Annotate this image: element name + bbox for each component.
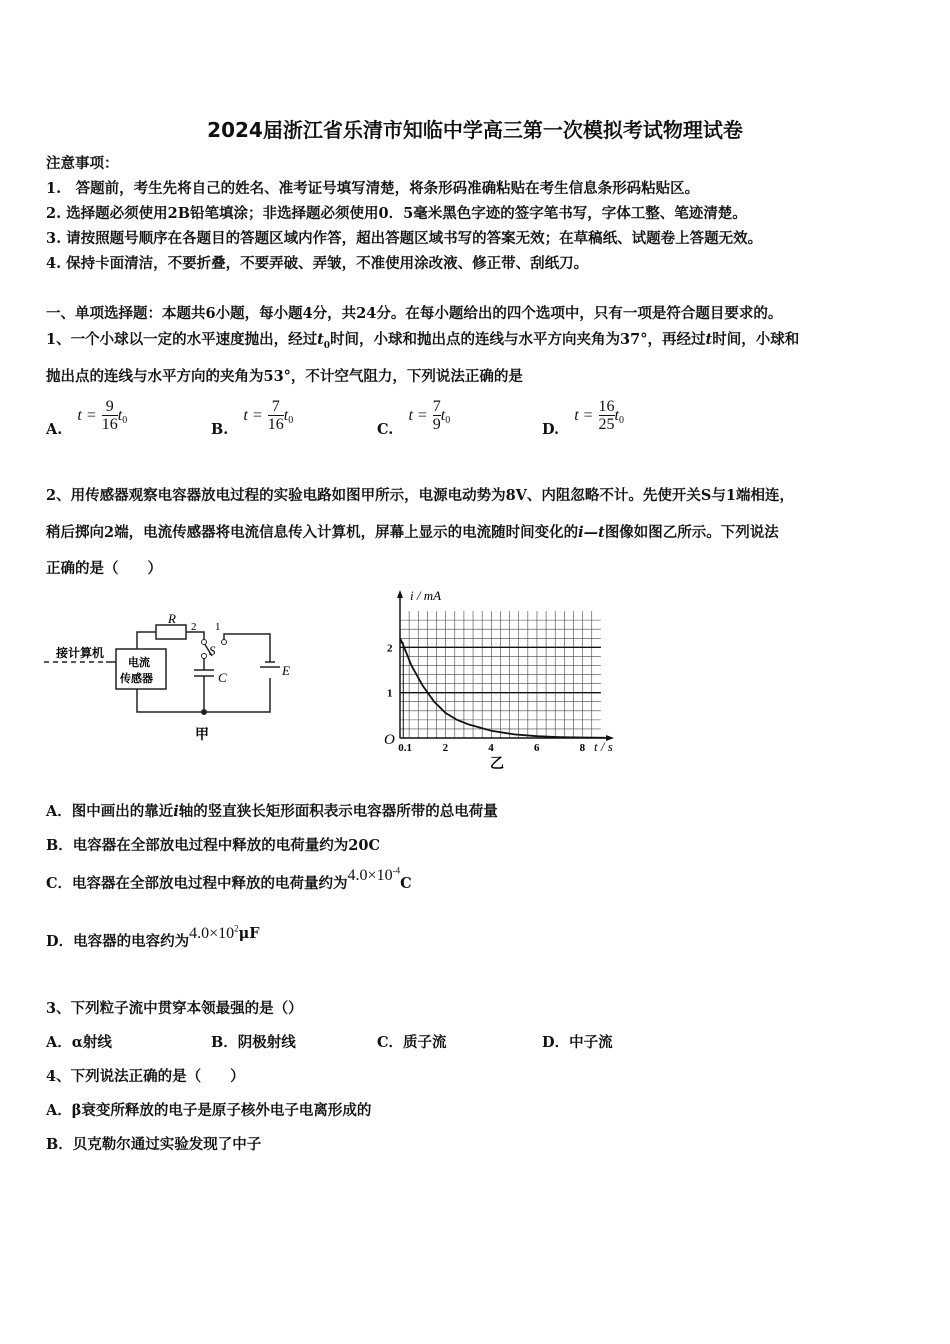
notice-item: 1. 答题前，考生先将自己的姓名、准考证号填写清楚，将条形码准确粘贴在考生信息条形码粘贴区。 [46, 180, 700, 197]
y-tick-label: 2 [387, 642, 393, 655]
notice-item: 2. 选择题必须使用2B铅笔填涂；非选择题必须使用0．5毫米黑色字迹的签字笔书写，字体工整、笔迹清楚。 [46, 205, 747, 222]
q1-stem-line1: 1、一个小球以一定的水平速度抛出，经过$t_0$时间，小球和抛出点的连线与水平方向夹角为37°，再经过t时间，小球和 [46, 331, 800, 351]
emf-label: E [282, 663, 290, 678]
q1-option-d[interactable]: D. t = $\frac{16}{25}$ $t_0$ [542, 398, 624, 438]
y-tick-label: 1 [387, 687, 393, 700]
x-tick-label: 6 [533, 742, 540, 754]
x-tick-label: 8 [579, 742, 586, 754]
x-tick-label: 0.1 [398, 742, 413, 754]
y-axis-label: i / mA [410, 588, 442, 603]
q3-option-a[interactable]: A．α射线 [46, 1034, 112, 1051]
y-axis-arrow [397, 590, 403, 598]
q1-option-c[interactable]: C. t = $\frac{7}{9}$ $t_0$ [377, 398, 451, 438]
q1-option-a[interactable]: A. t = $\frac{9}{16}$ $t_0$ [46, 398, 128, 438]
page-title: 2024届浙江省乐清市知临中学高三第一次模拟考试物理试卷 [207, 118, 743, 142]
section-heading: 一、单项选择题：本题共6小题，每小题4分，共24分。在每小题给出的四个选项中，只有一项是符合题目要求的。 [46, 305, 783, 322]
narrow-rectangle [400, 643, 403, 738]
q2-stem-line3: 正确的是（ ） [46, 560, 162, 577]
q1-stem-line2: 抛出点的连线与水平方向的夹角为53°，不计空气阻力，下列说法正确的是 [46, 368, 523, 385]
chart-grid [400, 611, 601, 738]
q1-option-b[interactable]: B. t = $\frac{7}{16}$ $t_0$ [211, 398, 294, 438]
terminal-label: 2 [191, 621, 197, 633]
chart-axes [400, 594, 610, 738]
q4-option-b[interactable]: B．贝克勒尔通过实验发现了中子 [46, 1136, 262, 1153]
circuit-label-computer: 接计算机 [56, 646, 105, 660]
notice-item: 4. 保持卡面清洁，不要折叠，不要弄破、弄皱，不准使用涂改液、修正带、刮纸刀。 [46, 255, 589, 272]
q3-stem: 3、下列粒子流中贯穿本领最强的是（） [46, 1000, 303, 1017]
circuit-caption: 甲 [195, 728, 209, 743]
x-tick-label: 4 [488, 742, 494, 754]
q2-option-d[interactable]: D．电容器的电容约为$4.0\times 10^2\mu F$ [46, 923, 260, 950]
it-graph [378, 588, 628, 773]
resistor-label: R [168, 612, 176, 626]
x-axis-label: t / s [594, 739, 613, 754]
circuit-diagram [44, 612, 304, 747]
q2-option-c[interactable]: C．电容器在全部放电过程中释放的电荷量约为$4.0\times 10^{-4}C$ [46, 865, 412, 892]
q2-stem-line2: 稍后掷向2端，电流传感器将电流信息传入计算机，屏幕上显示的电流随时间变化的i—t图像如图乙所示。下列说法 [46, 524, 779, 541]
sensor-label: 电流 [128, 657, 150, 669]
sensor-label: 传感器 [120, 673, 153, 685]
terminal-label: 1 [215, 621, 221, 633]
series-line-i [400, 638, 605, 738]
q2-option-a[interactable]: A．图中画出的靠近i轴的竖直狭长矩形面积表示电容器所带的总电荷量 [46, 803, 498, 820]
q4-stem: 4、下列说法正确的是（ ） [46, 1068, 245, 1085]
x-tick-label: 2 [442, 742, 449, 754]
q3-option-b[interactable]: B．阴极射线 [211, 1034, 296, 1051]
capacitor-label: C [218, 670, 227, 685]
q3-option-c[interactable]: C．质子流 [377, 1034, 447, 1051]
graph-caption: 乙 [490, 757, 504, 772]
switch-label: S [209, 643, 216, 658]
q4-option-a[interactable]: A．β衰变所释放的电子是原子核外电子电离形成的 [46, 1102, 372, 1119]
notice-item: 3. 请按照题号顺序在各题目的答题区域内作答，超出答题区域书写的答案无效；在草稿纸、试题卷上答题无效。 [46, 230, 763, 247]
notice-heading: 注意事项： [46, 155, 119, 172]
origin-label: O [384, 732, 395, 748]
q2-stem-line1: 2、用传感器观察电容器放电过程的实验电路如图甲所示，电源电动势为8V、内阻忽略不计。先使开关S与1端相连， [46, 487, 794, 504]
q2-option-b[interactable]: B．电容器在全部放电过程中释放的电荷量约为20C [46, 837, 380, 854]
q3-option-d[interactable]: D．中子流 [542, 1034, 613, 1051]
